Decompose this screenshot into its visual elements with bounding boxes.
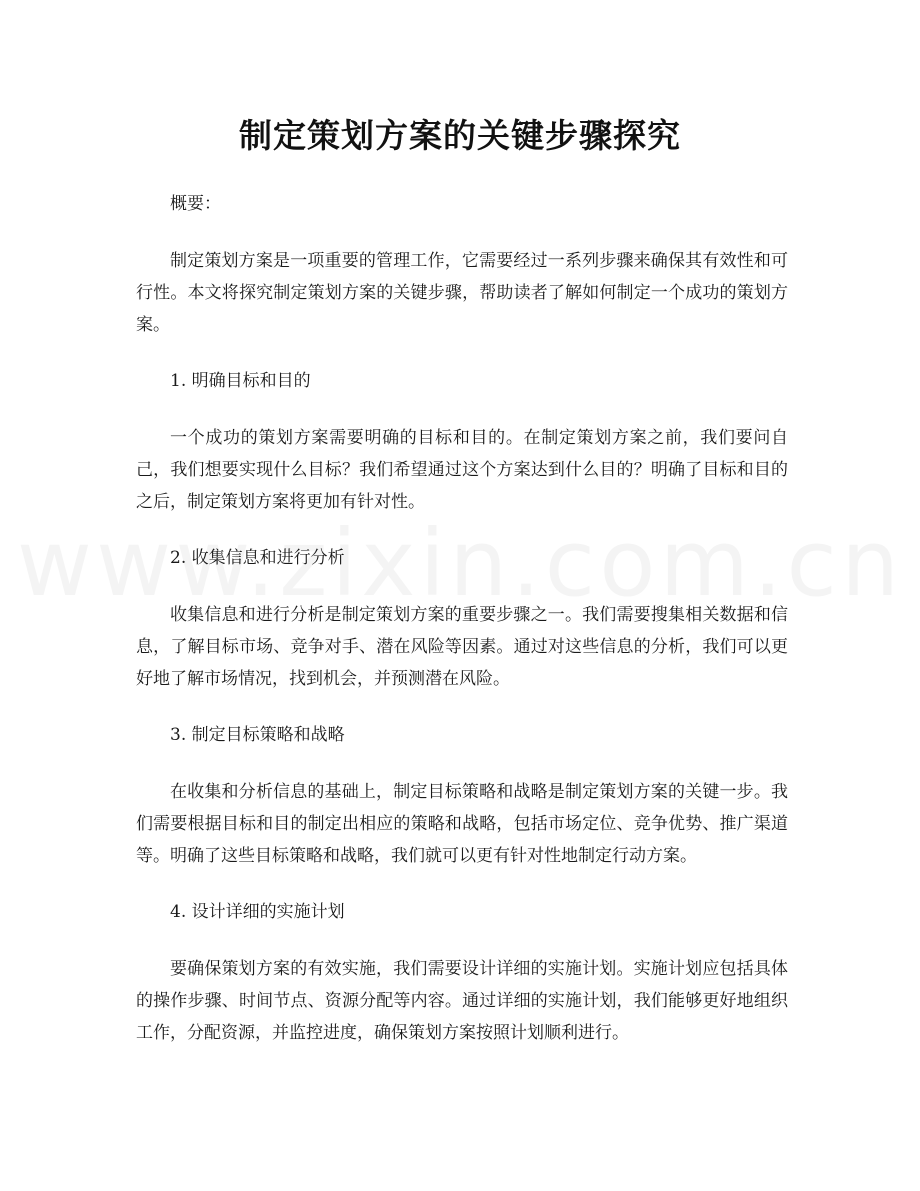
document-body xyxy=(136,188,788,1073)
intro-paragraph: 制定策划方案是一项重要的管理工作，它需要经过一系列步骤来确保其有效性和可行性。本文将探究制定策划方案的关键步骤，帮助读者了解如何制定一个成功的策划方案。 xyxy=(136,251,788,335)
section-heading: 1. 明确目标和目的 xyxy=(170,371,311,391)
section-paragraph: 一个成功的策划方案需要明确的目标和目的。在制定策划方案之前，我们要问自己，我们想要实现什么目标？我们希望通过这个方案达到什么目的？明确了目标和目的之后，制定策划方案将更加有针对性。 xyxy=(136,428,788,512)
document-title: 制定策划方案的关键步骤探究 xyxy=(239,116,681,155)
summary-label: 概要： xyxy=(170,194,221,214)
section-paragraph: 收集信息和进行分析是制定策划方案的重要步骤之一。我们需要搜集相关数据和信息，了解目标市场、竞争对手、潜在风险等因素。通过对这些信息的分析，我们可以更好地了解市场情况，找到机会，并预测潜在风险。 xyxy=(136,605,788,689)
section-paragraph: 要确保策划方案的有效实施，我们需要设计详细的实施计划。实施计划应包括具体的操作步骤、时间节点、资源分配等内容。通过详细的实施计划，我们能够更好地组织工作，分配资源，并监控进度，确保策划方案按照计划顺利进行。 xyxy=(136,959,788,1043)
section-paragraph: 在收集和分析信息的基础上，制定目标策略和战略是制定策划方案的关键一步。我们需要根据目标和目的制定出相应的策略和战略，包括市场定位、竞争优势、推广渠道等。明确了这些目标策略和战略，我们就可以更有针对性地制定行动方案。 xyxy=(136,782,788,866)
section-heading: 4. 设计详细的实施计划 xyxy=(170,902,345,922)
section-heading: 3. 制定目标策略和战略 xyxy=(170,725,345,745)
section-heading: 2. 收集信息和进行分析 xyxy=(170,548,345,568)
